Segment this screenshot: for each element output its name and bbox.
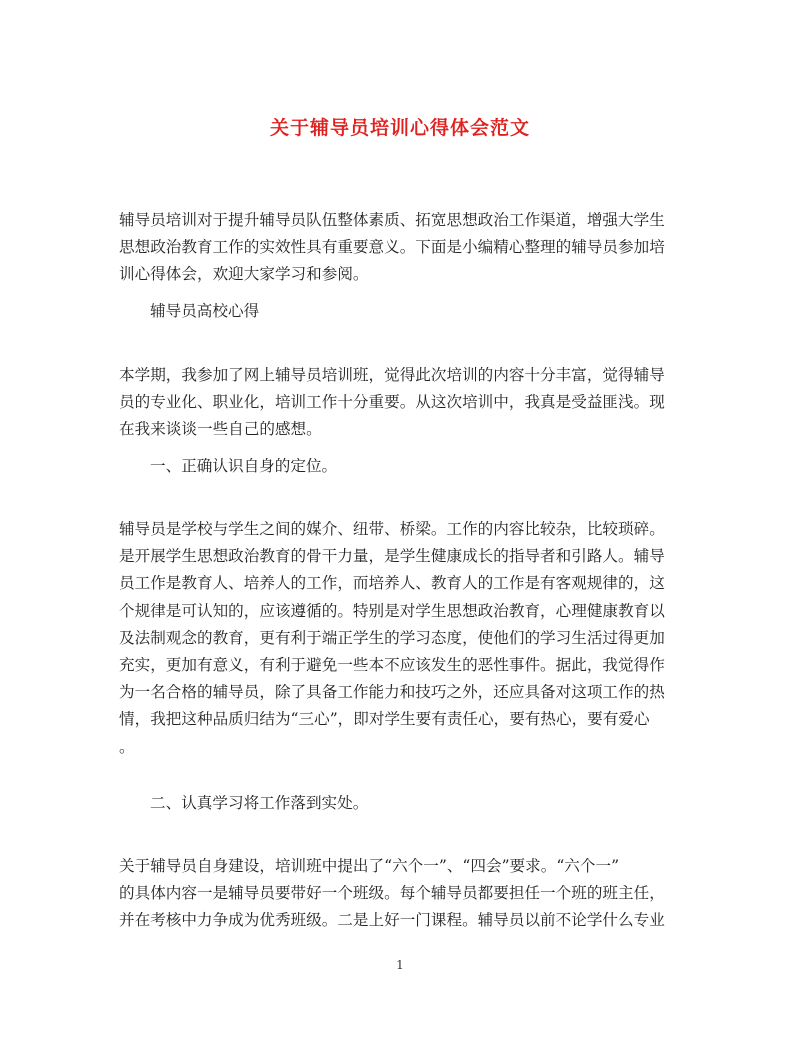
intro-paragraph: 辅导员培训对于提升辅导员队伍整体素质、拓宽思想政治工作渠道，增强大学生 思想政治教育工作的实效性具有重要意义。下面是小编精心整理的辅导员参加培 训心得体会，欢迎大家学习和参阅。 — [119, 211, 665, 284]
page-number: 1 — [396, 958, 404, 972]
document-title: 关于辅导员培训心得体会范文 — [269, 117, 530, 139]
paragraph-3: 关于辅导员自身建设，培训班中提出了“六个一”、“四会”要求。“六个一” 的具体内容一是辅导员要带好一个班级。每个辅导员都要担任一个班的班主任， 并在考核中力争成为优秀班级。二是上好一门课程。辅导员以前不论学什么专业 — [119, 857, 665, 930]
point-1-heading: 一、正确认识自身的定位。 — [150, 457, 338, 475]
point-2-heading: 二、认真学习将工作落到实处。 — [150, 794, 369, 812]
section-heading: 辅导员高校心得 — [150, 302, 260, 320]
paragraph-2: 辅导员是学校与学生之间的媒介、纽带、桥梁。工作的内容比较杂，比较琐碎。 是开展学生思想政治教育的骨干力量，是学生健康成长的指导者和引路人。辅导 员工作是教育人、培养人的工作，而培养人、教育人的工作是有客观规律的，这 个规律是可认知的，应该遵循的。特别是对学生思想政治教育，心理健康教育以 及法制观念的教育，更有利于端正学生的学习态度，使他们的学习生活过得更加 充实，更加有意义，有利于避免一些本不应该发生的恶性事件。据此，我觉得作 为一名合格的辅导员，除了具备工作能力和技巧之外，还应具备对这项工作的热 情，我把这种品质归结为“三心”，即对学生要有责任心，要有热心，要有爱心 。 — [119, 520, 665, 756]
paragraph-1: 本学期，我参加了网上辅导员培训班，觉得此次培训的内容十分丰富，觉得辅导 员的专业化、职业化，培训工作十分重要。从这次培训中，我真是受益匪浅。现 在我来谈谈一些自己的感想。 — [119, 366, 665, 439]
